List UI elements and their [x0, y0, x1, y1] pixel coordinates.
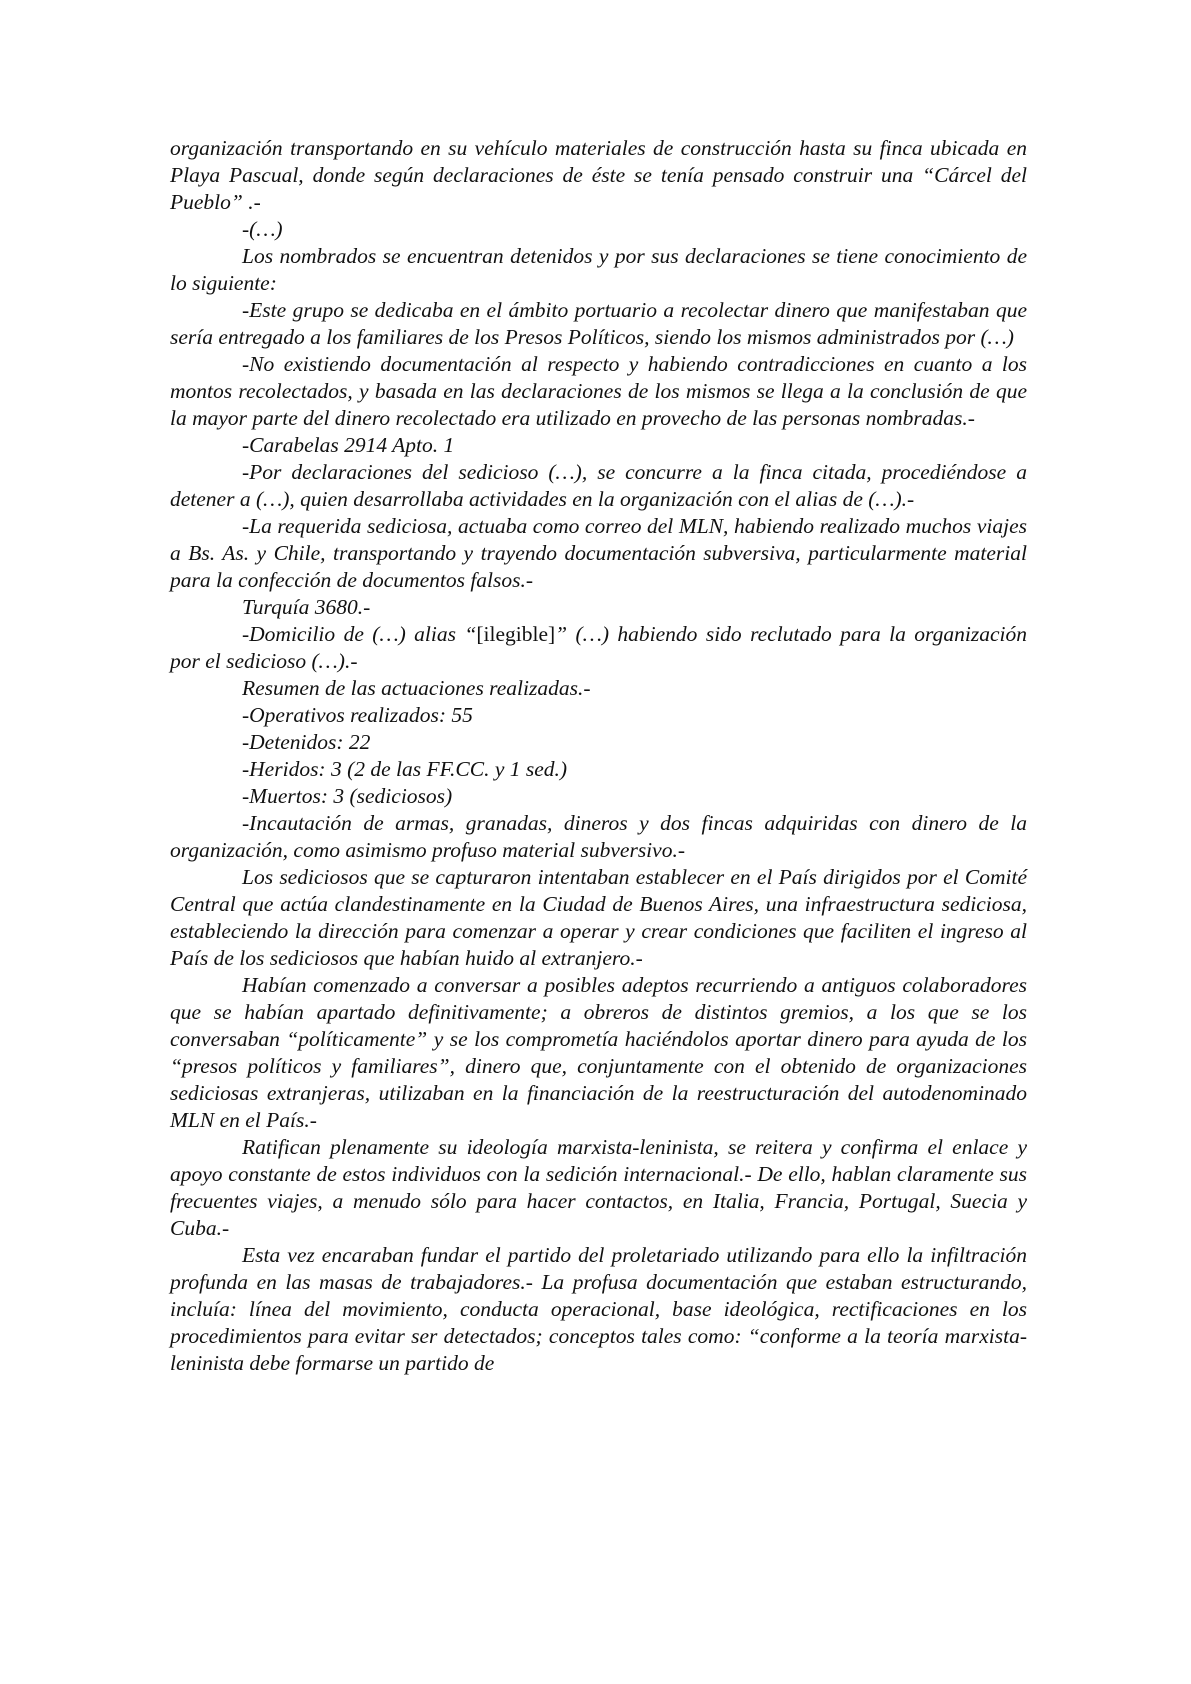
paragraph-12: -Operativos realizados: 55 [242, 703, 473, 727]
paragraph-9: Turquía 3680.- [242, 595, 371, 619]
paragraph-7: -Por declaraciones del sedicioso (…), se concurre a la finca citada, procediéndose a detener a (…), quien desarrollaba actividades en la organización con el alias de (…).- [170, 460, 1027, 511]
paragraph-11: Resumen de las actuaciones realizadas.- [242, 676, 591, 700]
paragraph-14: -Heridos: 3 (2 de las FF.CC. y 1 sed.) [242, 757, 568, 781]
paragraph-8: -La requerida sediciosa, actuaba como correo del MLN, habiendo realizado muchos viajes a Bs. As. y Chile, transportando y trayendo documentación subversiva, particularmente material para la confección de documentos falsos.- [170, 514, 1027, 592]
paragraph-3: Los nombrados se encuentran detenidos y por sus declaraciones se tiene conocimiento de lo siguiente: [170, 244, 1027, 295]
paragraph-16: -Incautación de armas, granadas, dineros y dos fincas adquiridas con dinero de la organización, como asimismo profuso material subversivo.- [170, 811, 1027, 862]
paragraph-17: Los sediciosos que se capturaron intentaban establecer en el País dirigidos por el Comité Central que actúa clandestinamente en la Ciudad de Buenos Aires, una infraestructura sediciosa, estableciendo la dirección para comenzar a operar y crear condiciones que faciliten el ingreso al País de los sediciosos que habían huido al extranjero.- [170, 865, 1027, 970]
document-body [170, 135, 1027, 1377]
paragraph-10-before: -Domicilio de (…) alias “ [242, 622, 477, 646]
paragraph-13: -Detenidos: 22 [242, 730, 371, 754]
illegible-marker: [ilegible] [476, 622, 556, 646]
paragraph-5: -No existiendo documentación al respecto y habiendo contradicciones en cuanto a los montos recolectados, y basada en las declaraciones de los mismos se llega a la conclusión de que la mayor parte del dinero recolectado era utilizado en provecho de las personas nombradas.- [170, 352, 1027, 430]
paragraph-10 [170, 621, 1027, 675]
paragraph-20: Esta vez encaraban fundar el partido del proletariado utilizando para ello la infiltración profunda en las masas de trabajadores.- La profusa documentación que estaban estructurando, incluía: línea del movimiento, conducta operacional, base ideológica, rectificaciones en los procedimientos para evitar ser detectados; conceptos tales como: “conforme a la teoría marxista-leninista debe formarse un partido de [170, 1243, 1027, 1375]
paragraph-15: -Muertos: 3 (sediciosos) [242, 784, 453, 808]
paragraph-2: -(…) [242, 217, 283, 241]
paragraph-4: -Este grupo se dedicaba en el ámbito portuario a recolectar dinero que manifestaban que sería entregado a los familiares de los Presos Políticos, siendo los mismos administrados por (…) [170, 298, 1027, 349]
paragraph-10-after: ” (…) habiendo sido reclutado para la organización por el sedicioso (…).- [170, 622, 1027, 673]
paragraph-18: Habían comenzado a conversar a posibles adeptos recurriendo a antiguos colaboradores que se habían apartado definitivamente; a obreros de distintos gremios, a los que se los conversaban “políticamente” y se los comprometía haciéndolos aportar dinero para ayuda de los “presos políticos y familiares”, dinero que, conjuntamente con el obtenido de organizaciones sediciosas extranjeras, utilizaban en la financiación de la reestructuración del autodenominado MLN en el País.- [170, 973, 1027, 1132]
paragraph-1: organización transportando en su vehículo materiales de construcción hasta su finca ubicada en Playa Pascual, donde según declaraciones de éste se tenía pensado construir una “Cárcel del Pueblo” .- [170, 136, 1027, 214]
paragraph-6: -Carabelas 2914 Apto. 1 [242, 433, 455, 457]
paragraph-19: Ratifican plenamente su ideología marxista-leninista, se reitera y confirma el enlace y apoyo constante de estos individuos con la sedición internacional.- De ello, hablan claramente sus frecuentes viajes, a menudo sólo para hacer contactos, en Italia, Francia, Portugal, Suecia y Cuba.- [170, 1135, 1027, 1240]
